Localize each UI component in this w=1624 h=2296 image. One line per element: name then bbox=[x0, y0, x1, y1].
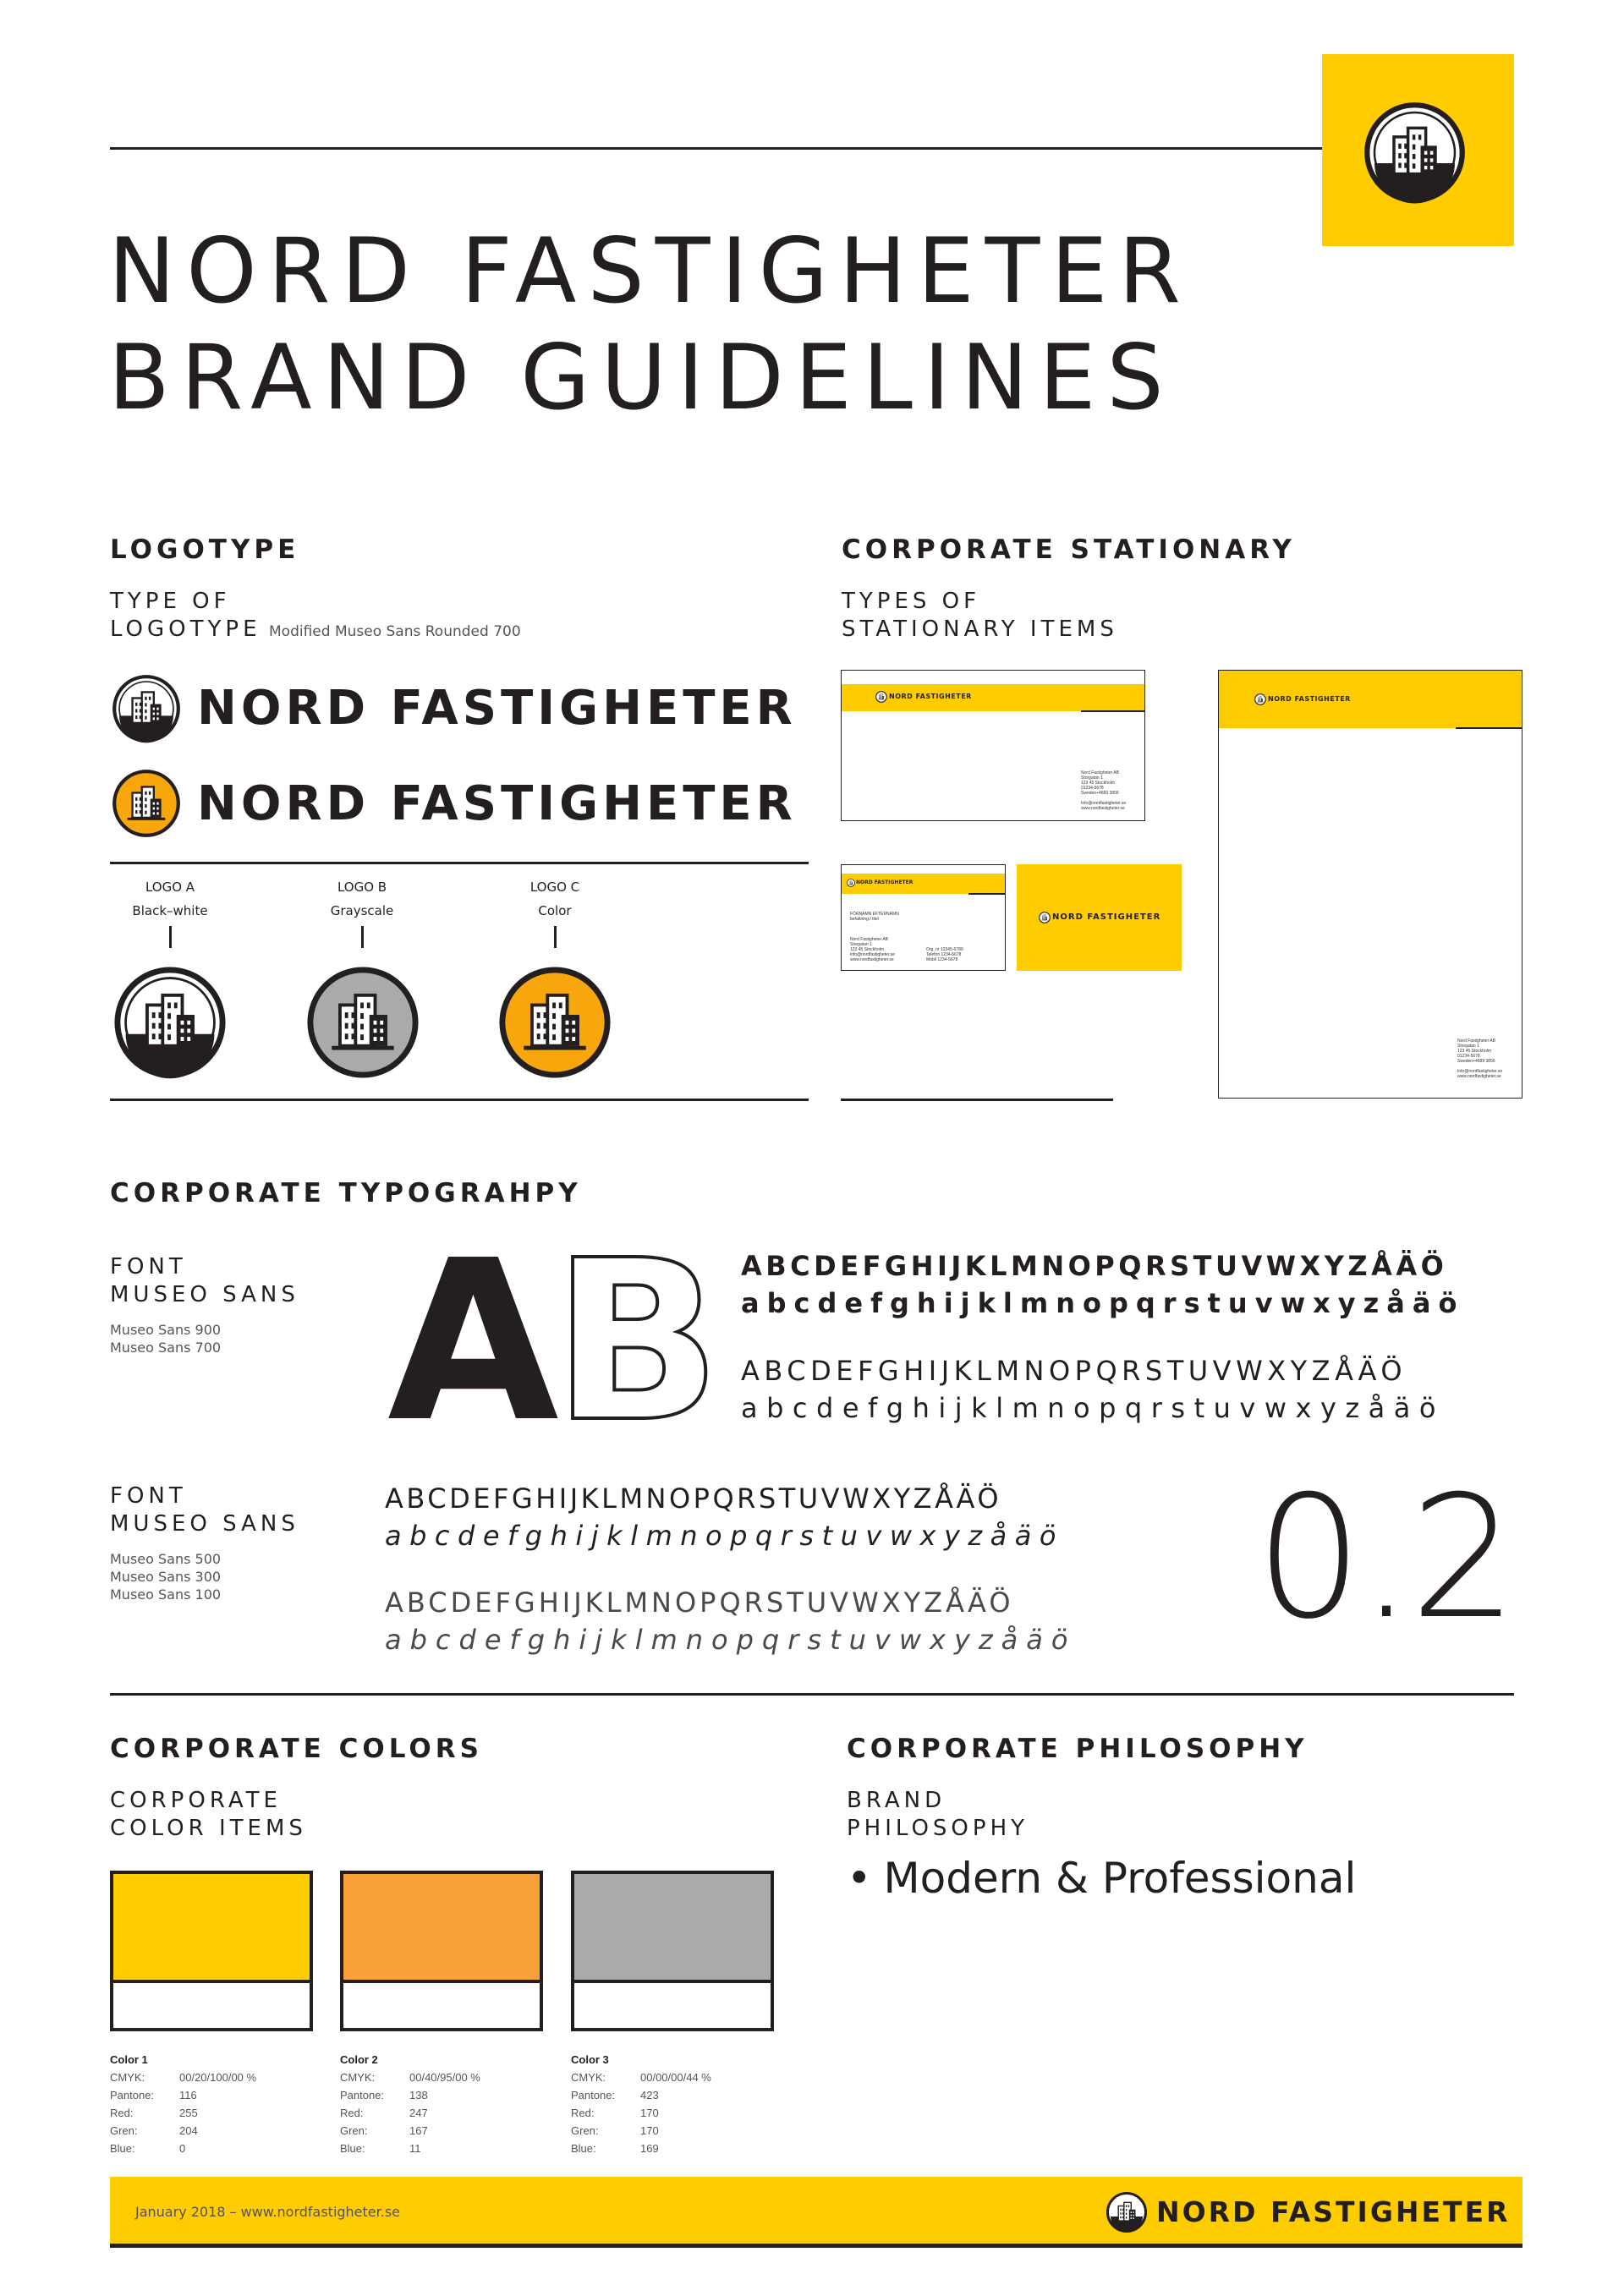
font2-label: FONT MUSEO SANS bbox=[110, 1483, 299, 1537]
logo-c-icon bbox=[497, 964, 613, 1081]
alphabet-lower-100: abcdefghijklmnopqrstuvwxyzåäö bbox=[385, 1624, 1077, 1656]
logo-c-desc: Color bbox=[538, 903, 572, 918]
card-back-brand: NORD FASTIGHETER bbox=[1052, 912, 1161, 922]
card-name: FÖRNAMN EFTERNAMN befattning / titel bbox=[850, 912, 899, 922]
logotype-font-note: Modified Museo Sans Rounded 700 bbox=[269, 623, 521, 640]
philosophy-text: Modern & Professional bbox=[883, 1854, 1357, 1903]
alphabet-lower-900: abcdefghijklmnopqrstuvwxyzåäö bbox=[741, 1287, 1465, 1319]
footer-bar bbox=[110, 2177, 1522, 2248]
card-contact: Org. nr 12345-6789 Telefon 1234-5678 Mobil 1234-5678 bbox=[926, 947, 963, 962]
color-spec-1: Color 1 CMYK: 00/20/100/00 % Pantone: 116 Red: 255 Gren: 204 Blue: 0 bbox=[110, 2053, 257, 2155]
typography-heading: CORPORATE TYPOGRAHPY bbox=[110, 1178, 582, 1208]
footer-text: January 2018 – www.nordfastigheter.se bbox=[135, 2204, 401, 2220]
philosophy-subheading: BRAND PHILOSOPHY bbox=[847, 1788, 1029, 1841]
letterhead-brand: NORD FASTIGHETER bbox=[1268, 695, 1351, 703]
sample-letter-a: A bbox=[387, 1213, 559, 1471]
logo-a-desc: Black–white bbox=[132, 903, 208, 918]
letterhead-address: Nord Fastigheter AB Storgatan 1 123 45 Stockholm 01234-5678 Sweden+4689 3856 Info@nordfastigheter.se www.nordfastigheter.se bbox=[1457, 1038, 1503, 1079]
alphabet-lower-500: abcdefghijklmnopqrstuvwxyzåäö bbox=[385, 1520, 1064, 1552]
logo-wordmark-color: NORD FASTIGHETER bbox=[197, 776, 797, 831]
card-address: Nord Fastigheter AB Storgatan 1 123 45 Stockholm info@nordfastigheter.se www.nordfastigheter.se bbox=[850, 937, 895, 962]
envelope-brand: NORD FASTIGHETER bbox=[889, 693, 972, 700]
alphabet-upper-100: ABCDEFGHIJKLMNOPQRSTUVWXYZÅÄÖ bbox=[385, 1586, 1014, 1619]
envelope-address: Nord Fastigheter AB Storgatan 1 123 45 Stockholm 01234-5678 Sweden+4689 3856 Info@nordfastigheter.se www.nordfastigheter.se bbox=[1081, 770, 1127, 811]
logo-b-name: LOGO B bbox=[337, 879, 387, 895]
color-swatch-1 bbox=[110, 1871, 313, 2031]
card-logo-icon bbox=[847, 879, 855, 887]
font1-weights: Museo Sans 900 Museo Sans 700 bbox=[110, 1322, 222, 1356]
alphabet-upper-900: ABCDEFGHIJKLMNOPQRSTUVWXYZÅÄÖ bbox=[741, 1250, 1448, 1282]
philosophy-heading: CORPORATE PHILOSOPHY bbox=[847, 1734, 1309, 1764]
logo-b-icon bbox=[304, 964, 421, 1081]
logo-c-name: LOGO C bbox=[529, 879, 580, 895]
font1-label: FONT MUSEO SANS bbox=[110, 1254, 299, 1307]
business-card-mockup bbox=[841, 864, 1006, 971]
card-brand: NORD FASTIGHETER bbox=[856, 879, 914, 885]
alphabet-upper-700: ABCDEFGHIJKLMNOPQRSTUVWXYZÅÄÖ bbox=[741, 1355, 1407, 1387]
envelope-logo-icon bbox=[875, 691, 887, 703]
color-swatch-2 bbox=[340, 1871, 543, 2031]
alphabet-upper-500: ABCDEFGHIJKLMNOPQRSTUVWXYZÅÄÖ bbox=[385, 1482, 1001, 1515]
logo-a-tick bbox=[169, 926, 172, 948]
bullet: • bbox=[847, 1854, 872, 1903]
logotype-rule-top bbox=[110, 862, 809, 864]
logo-b-desc: Grayscale bbox=[330, 903, 394, 918]
logo-icon-color bbox=[111, 768, 182, 839]
logo-a-icon bbox=[112, 964, 228, 1081]
page-title bbox=[108, 218, 1192, 431]
envelope-mockup bbox=[841, 670, 1145, 821]
stationary-rule bbox=[841, 1099, 1113, 1101]
logo-icon-black bbox=[111, 673, 182, 744]
color-spec-2: Color 2 CMYK: 00/40/95/00 % Pantone: 138 Red: 247 Gren: 167 Blue: 11 bbox=[340, 2053, 480, 2155]
alphabet-lower-700: abcdefghijklmnopqrstuvwxyzåäö bbox=[741, 1392, 1445, 1424]
letterhead-mockup bbox=[1218, 670, 1522, 1099]
color-spec-3: Color 3 CMYK: 00/00/00/44 % Pantone: 423 Red: 170 Gren: 170 Blue: 169 bbox=[571, 2053, 711, 2155]
title-line-2: BRAND GUIDELINES bbox=[108, 326, 1175, 430]
font2-weights: Museo Sans 500 Museo Sans 300 Museo Sans 100 bbox=[110, 1551, 222, 1603]
sample-letter-b: B bbox=[552, 1213, 721, 1471]
header-logo-block bbox=[1322, 54, 1514, 246]
philosophy-statement bbox=[847, 1854, 1356, 1903]
logo-wordmark-black: NORD FASTIGHETER bbox=[197, 681, 797, 736]
logo-c-tick bbox=[554, 926, 557, 948]
logotype-subheading: TYPE OF LOGOTYPE bbox=[110, 589, 261, 642]
stationary-heading: CORPORATE STATIONARY bbox=[842, 534, 1296, 565]
page-number: 0.2 bbox=[1255, 1460, 1515, 1657]
colors-subheading: CORPORATE COLOR ITEMS bbox=[110, 1788, 307, 1841]
footer-brand: NORD FASTIGHETER bbox=[1156, 2195, 1511, 2228]
logotype-heading: LOGOTYPE bbox=[110, 534, 300, 565]
building-icon bbox=[1362, 100, 1468, 205]
footer-logo-icon bbox=[1106, 2191, 1148, 2233]
title-line-1: NORD FASTIGHETER bbox=[108, 219, 1192, 323]
color-swatch-3 bbox=[571, 1871, 774, 2031]
business-card-back bbox=[1017, 864, 1182, 971]
typography-rule bbox=[110, 1693, 1514, 1696]
logo-a-name: LOGO A bbox=[145, 879, 195, 895]
card-back-logo-icon bbox=[1039, 912, 1051, 923]
logotype-rule-bottom bbox=[110, 1099, 809, 1101]
letterhead-logo-icon bbox=[1254, 693, 1266, 705]
stationary-subheading: TYPES OF STATIONARY ITEMS bbox=[842, 589, 1118, 642]
header-rule bbox=[110, 147, 1322, 150]
colors-heading: CORPORATE COLORS bbox=[110, 1734, 483, 1764]
logo-b-tick bbox=[361, 926, 364, 948]
